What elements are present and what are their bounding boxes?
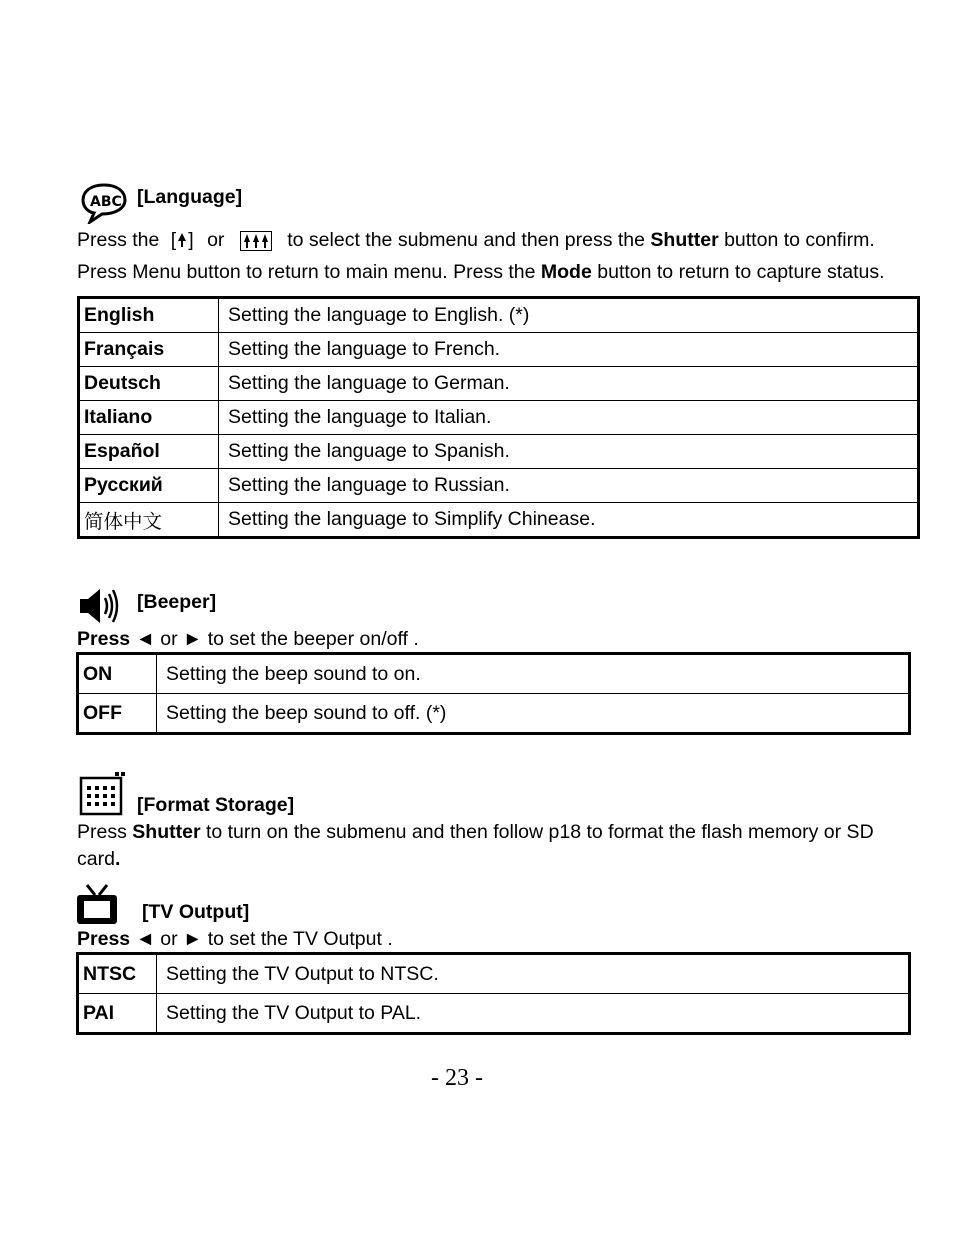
format-storage-instruction-line-1: Press Shutter to turn on the submenu and then follow p18 to format the flash memory or SD	[77, 821, 874, 843]
option-name: Deutsch	[79, 367, 219, 401]
single-tree-icon: [ ]	[170, 229, 194, 251]
beeper-table	[76, 652, 911, 735]
option-description: Setting the TV Output to PAL.	[157, 994, 910, 1034]
table-row	[78, 654, 910, 694]
table-row	[79, 401, 919, 435]
table-row	[79, 333, 919, 367]
tv-output-instruction: Press ◄ or ► to set the TV Output .	[77, 928, 393, 950]
option-name: Español	[79, 435, 219, 469]
option-name: Italiano	[79, 401, 219, 435]
table-row	[79, 435, 919, 469]
option-name: 简体中文	[79, 503, 219, 538]
table-row	[79, 298, 919, 333]
option-description: Setting the TV Output to NTSC.	[157, 954, 910, 994]
language-instruction-line-1: Press the [ ] or to select the submenu and then press the Shutter button to confirm.	[77, 229, 875, 251]
option-name: NTSC	[78, 954, 157, 994]
svg-text:ABC: ABC	[90, 194, 122, 210]
table-row	[79, 367, 919, 401]
option-description: Setting the language to Russian.	[219, 469, 919, 503]
option-name: English	[79, 298, 219, 333]
tv-output-heading: [TV Output]	[142, 901, 250, 923]
speaker-icon	[78, 586, 120, 626]
language-speech-bubble-icon	[80, 182, 128, 224]
option-name: Русский	[79, 469, 219, 503]
multi-tree-icon	[240, 231, 272, 251]
table-row	[78, 694, 910, 734]
option-description: Setting the language to English. (*)	[219, 298, 919, 333]
language-instruction-line-2: Press Menu button to return to main menu. Press the Mode button to return to capture status.	[77, 261, 885, 283]
table-row	[78, 994, 910, 1034]
table-row	[78, 954, 910, 994]
option-description: Setting the language to French.	[219, 333, 919, 367]
tv-icon	[75, 883, 119, 927]
option-name: OFF	[78, 694, 157, 734]
beeper-heading: [Beeper]	[137, 591, 217, 613]
beeper-instruction: Press ◄ or ► to set the beeper on/off .	[77, 628, 419, 650]
format-storage-heading: [Format Storage]	[137, 794, 295, 816]
tv-output-table	[76, 952, 911, 1035]
format-storage-icon	[79, 770, 127, 818]
table-row	[79, 503, 919, 538]
option-description: Setting the language to Spanish.	[219, 435, 919, 469]
option-description: Setting the language to German.	[219, 367, 919, 401]
format-storage-instruction-line-2: card.	[77, 848, 121, 870]
option-name: PAI	[78, 994, 157, 1034]
page-number: - 23 -	[431, 1065, 483, 1091]
option-name: Français	[79, 333, 219, 367]
language-table	[77, 296, 920, 539]
option-description: Setting the beep sound to on.	[157, 654, 910, 694]
language-heading: [Language]	[137, 186, 243, 208]
table-row	[79, 469, 919, 503]
option-description: Setting the language to Simplify Chinease.	[219, 503, 919, 538]
option-description: Setting the beep sound to off. (*)	[157, 694, 910, 734]
option-description: Setting the language to Italian.	[219, 401, 919, 435]
option-name: ON	[78, 654, 157, 694]
